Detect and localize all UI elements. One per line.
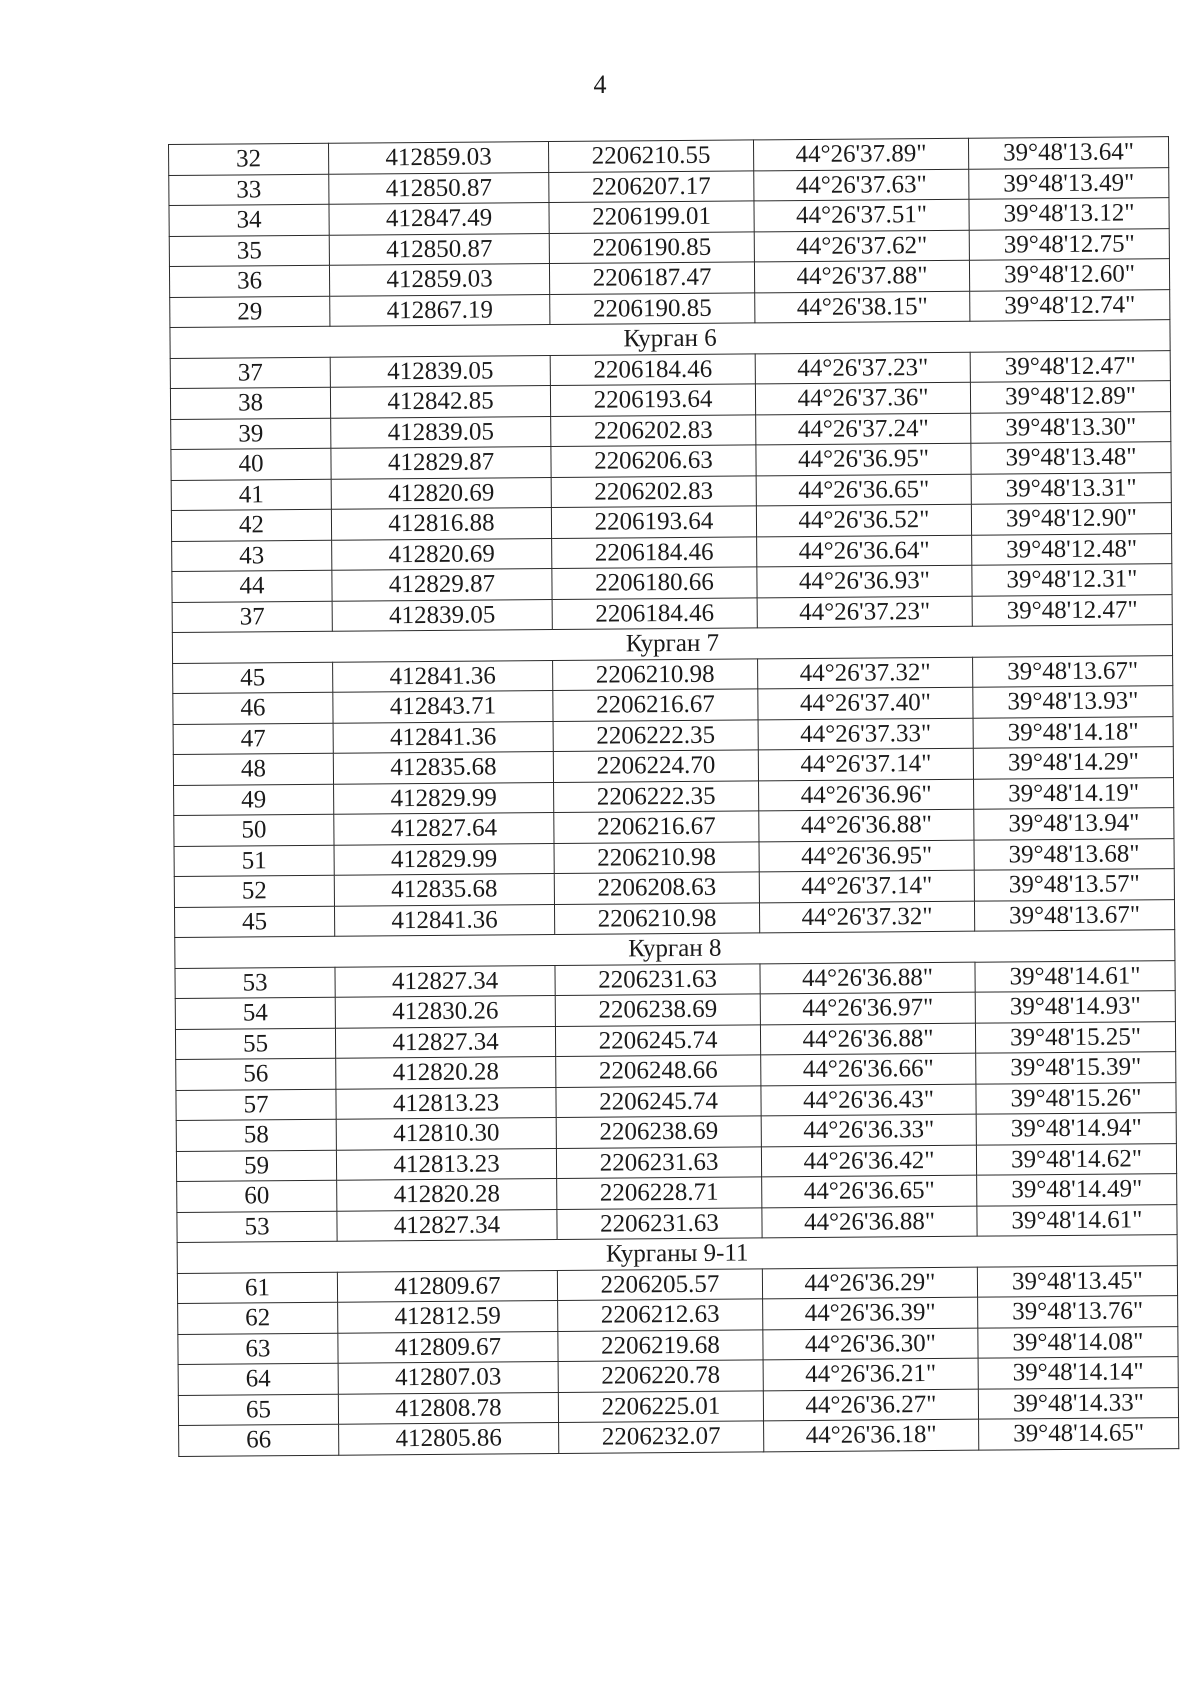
longitude-cell: 39°48'13.45" bbox=[977, 1265, 1177, 1297]
x-coordinate-cell: 412813.23 bbox=[336, 1087, 556, 1119]
point-number-cell: 64 bbox=[178, 1363, 338, 1395]
longitude-cell: 39°48'15.39" bbox=[976, 1052, 1176, 1084]
latitude-cell: 44°26'36.39" bbox=[763, 1297, 978, 1329]
point-number-cell: 38 bbox=[170, 387, 330, 419]
longitude-cell: 39°48'13.30" bbox=[971, 411, 1171, 443]
x-coordinate-cell: 412829.99 bbox=[334, 843, 554, 875]
x-coordinate-cell: 412850.87 bbox=[329, 233, 549, 265]
point-number-cell: 41 bbox=[171, 479, 331, 511]
point-number-cell: 62 bbox=[178, 1302, 338, 1334]
y-coordinate-cell: 2206245.74 bbox=[555, 1024, 760, 1056]
y-coordinate-cell: 2206231.63 bbox=[557, 1207, 762, 1239]
latitude-cell: 44°26'36.88" bbox=[760, 1023, 975, 1055]
latitude-cell: 44°26'37.62" bbox=[754, 230, 969, 262]
longitude-cell: 39°48'14.65" bbox=[979, 1418, 1179, 1450]
longitude-cell: 39°48'14.08" bbox=[978, 1326, 1178, 1358]
y-coordinate-cell: 2206222.35 bbox=[553, 719, 758, 751]
y-coordinate-cell: 2206202.83 bbox=[551, 475, 756, 507]
y-coordinate-cell: 2206206.63 bbox=[551, 445, 756, 477]
longitude-cell: 39°48'13.31" bbox=[971, 472, 1171, 504]
point-number-cell: 33 bbox=[169, 174, 329, 206]
x-coordinate-cell: 412841.36 bbox=[334, 904, 554, 936]
longitude-cell: 39°48'14.19" bbox=[974, 777, 1174, 809]
latitude-cell: 44°26'37.33" bbox=[758, 718, 973, 750]
x-coordinate-cell: 412808.78 bbox=[338, 1392, 558, 1424]
x-coordinate-cell: 412813.23 bbox=[336, 1148, 556, 1180]
y-coordinate-cell: 2206222.35 bbox=[554, 780, 759, 812]
point-number-cell: 54 bbox=[175, 997, 335, 1029]
y-coordinate-cell: 2206205.57 bbox=[557, 1268, 762, 1300]
point-number-cell: 44 bbox=[172, 570, 332, 602]
x-coordinate-cell: 412809.67 bbox=[338, 1331, 558, 1363]
point-number-cell: 40 bbox=[171, 448, 331, 480]
latitude-cell: 44°26'37.63" bbox=[754, 169, 969, 201]
longitude-cell: 39°48'13.67" bbox=[973, 655, 1173, 687]
longitude-cell: 39°48'14.61" bbox=[975, 960, 1175, 992]
x-coordinate-cell: 412820.28 bbox=[337, 1178, 557, 1210]
point-number-cell: 42 bbox=[171, 509, 331, 541]
latitude-cell: 44°26'36.95" bbox=[759, 840, 974, 872]
y-coordinate-cell: 2206202.83 bbox=[551, 414, 756, 446]
x-coordinate-cell: 412827.34 bbox=[335, 965, 555, 997]
point-number-cell: 55 bbox=[175, 1028, 335, 1060]
x-coordinate-cell: 412841.36 bbox=[333, 660, 553, 692]
point-number-cell: 52 bbox=[174, 875, 334, 907]
section-title: Курганы 9-11 bbox=[177, 1235, 1177, 1273]
page-number: 4 bbox=[593, 70, 607, 99]
y-coordinate-cell: 2206228.71 bbox=[557, 1177, 762, 1209]
x-coordinate-cell: 412841.36 bbox=[333, 721, 553, 753]
longitude-cell: 39°48'15.25" bbox=[975, 1021, 1175, 1053]
latitude-cell: 44°26'36.43" bbox=[761, 1084, 976, 1116]
point-number-cell: 37 bbox=[170, 357, 330, 389]
point-number-cell: 59 bbox=[176, 1150, 336, 1182]
longitude-cell: 39°48'12.90" bbox=[971, 503, 1171, 535]
longitude-cell: 39°48'12.74" bbox=[970, 289, 1170, 321]
y-coordinate-cell: 2206207.17 bbox=[549, 170, 754, 202]
point-number-cell: 63 bbox=[178, 1333, 338, 1365]
x-coordinate-cell: 412859.03 bbox=[329, 264, 549, 296]
latitude-cell: 44°26'36.88" bbox=[759, 809, 974, 841]
x-coordinate-cell: 412867.19 bbox=[330, 294, 550, 326]
latitude-cell: 44°26'37.14" bbox=[759, 870, 974, 902]
x-coordinate-cell: 412842.85 bbox=[330, 386, 550, 418]
x-coordinate-cell: 412839.05 bbox=[331, 416, 551, 448]
longitude-cell: 39°48'14.61" bbox=[977, 1204, 1177, 1236]
y-coordinate-cell: 2206219.68 bbox=[558, 1329, 763, 1361]
point-number-cell: 51 bbox=[174, 845, 334, 877]
x-coordinate-cell: 412843.71 bbox=[333, 690, 553, 722]
x-coordinate-cell: 412805.86 bbox=[339, 1422, 559, 1454]
x-coordinate-cell: 412847.49 bbox=[329, 203, 549, 235]
longitude-cell: 39°48'13.68" bbox=[974, 838, 1174, 870]
section-title: Курган 7 bbox=[172, 625, 1172, 663]
x-coordinate-cell: 412812.59 bbox=[338, 1300, 558, 1332]
y-coordinate-cell: 2206210.98 bbox=[554, 902, 759, 934]
latitude-cell: 44°26'36.64" bbox=[757, 535, 972, 567]
x-coordinate-cell: 412820.69 bbox=[332, 538, 552, 570]
y-coordinate-cell: 2206216.67 bbox=[554, 811, 759, 843]
x-coordinate-cell: 412835.68 bbox=[333, 751, 553, 783]
latitude-cell: 44°26'36.52" bbox=[756, 504, 971, 536]
latitude-cell: 44°26'37.88" bbox=[754, 260, 969, 292]
x-coordinate-cell: 412829.87 bbox=[331, 447, 551, 479]
point-number-cell: 61 bbox=[177, 1272, 337, 1304]
table-row bbox=[179, 1418, 1179, 1456]
x-coordinate-cell: 412835.68 bbox=[334, 873, 554, 905]
x-coordinate-cell: 412859.03 bbox=[328, 142, 548, 174]
latitude-cell: 44°26'36.96" bbox=[759, 779, 974, 811]
latitude-cell: 44°26'36.65" bbox=[762, 1175, 977, 1207]
y-coordinate-cell: 2206193.64 bbox=[551, 506, 756, 538]
point-number-cell: 50 bbox=[174, 814, 334, 846]
latitude-cell: 44°26'37.23" bbox=[757, 596, 972, 628]
latitude-cell: 44°26'37.32" bbox=[758, 657, 973, 689]
y-coordinate-cell: 2206208.63 bbox=[554, 872, 759, 904]
latitude-cell: 44°26'36.97" bbox=[760, 992, 975, 1024]
latitude-cell: 44°26'36.65" bbox=[756, 474, 971, 506]
latitude-cell: 44°26'37.36" bbox=[755, 382, 970, 414]
latitude-cell: 44°26'36.93" bbox=[757, 565, 972, 597]
longitude-cell: 39°48'12.48" bbox=[972, 533, 1172, 565]
longitude-cell: 39°48'14.18" bbox=[973, 716, 1173, 748]
point-number-cell: 45 bbox=[173, 662, 333, 694]
longitude-cell: 39°48'13.93" bbox=[973, 686, 1173, 718]
x-coordinate-cell: 412839.05 bbox=[332, 599, 552, 631]
y-coordinate-cell: 2206232.07 bbox=[559, 1421, 764, 1453]
point-number-cell: 29 bbox=[170, 296, 330, 328]
point-number-cell: 34 bbox=[169, 204, 329, 236]
longitude-cell: 39°48'15.26" bbox=[976, 1082, 1176, 1114]
y-coordinate-cell: 2206190.85 bbox=[550, 292, 755, 324]
longitude-cell: 39°48'12.60" bbox=[969, 259, 1169, 291]
y-coordinate-cell: 2206210.98 bbox=[554, 841, 759, 873]
y-coordinate-cell: 2206220.78 bbox=[558, 1360, 763, 1392]
latitude-cell: 44°26'37.24" bbox=[756, 413, 971, 445]
y-coordinate-cell: 2206216.67 bbox=[553, 689, 758, 721]
latitude-cell: 44°26'36.33" bbox=[761, 1114, 976, 1146]
point-number-cell: 48 bbox=[173, 753, 333, 785]
y-coordinate-cell: 2206184.46 bbox=[552, 597, 757, 629]
longitude-cell: 39°48'13.94" bbox=[974, 808, 1174, 840]
x-coordinate-cell: 412839.05 bbox=[330, 355, 550, 387]
point-number-cell: 65 bbox=[178, 1394, 338, 1426]
longitude-cell: 39°48'14.93" bbox=[975, 991, 1175, 1023]
y-coordinate-cell: 2206225.01 bbox=[558, 1390, 763, 1422]
point-number-cell: 39 bbox=[171, 418, 331, 450]
y-coordinate-cell: 2206245.74 bbox=[556, 1085, 761, 1117]
y-coordinate-cell: 2206180.66 bbox=[552, 567, 757, 599]
x-coordinate-cell: 412816.88 bbox=[331, 508, 551, 540]
point-number-cell: 32 bbox=[169, 143, 329, 175]
point-number-cell: 56 bbox=[176, 1058, 336, 1090]
x-coordinate-cell: 412850.87 bbox=[329, 172, 549, 204]
y-coordinate-cell: 2206199.01 bbox=[549, 201, 754, 233]
longitude-cell: 39°48'14.94" bbox=[976, 1113, 1176, 1145]
point-number-cell: 43 bbox=[172, 540, 332, 572]
x-coordinate-cell: 412809.67 bbox=[337, 1270, 557, 1302]
longitude-cell: 39°48'13.67" bbox=[974, 899, 1174, 931]
point-number-cell: 66 bbox=[179, 1424, 339, 1456]
latitude-cell: 44°26'36.42" bbox=[761, 1145, 976, 1177]
longitude-cell: 39°48'14.29" bbox=[973, 747, 1173, 779]
latitude-cell: 44°26'37.51" bbox=[754, 199, 969, 231]
x-coordinate-cell: 412829.87 bbox=[332, 568, 552, 600]
longitude-cell: 39°48'13.57" bbox=[974, 869, 1174, 901]
y-coordinate-cell: 2206210.55 bbox=[548, 140, 753, 172]
latitude-cell: 44°26'38.15" bbox=[755, 291, 970, 323]
latitude-cell: 44°26'37.23" bbox=[755, 352, 970, 384]
longitude-cell: 39°48'14.49" bbox=[977, 1174, 1177, 1206]
y-coordinate-cell: 2206190.85 bbox=[549, 231, 754, 263]
longitude-cell: 39°48'13.64" bbox=[968, 137, 1168, 169]
longitude-cell: 39°48'14.14" bbox=[978, 1357, 1178, 1389]
latitude-cell: 44°26'36.66" bbox=[761, 1053, 976, 1085]
x-coordinate-cell: 412830.26 bbox=[335, 995, 555, 1027]
latitude-cell: 44°26'36.88" bbox=[760, 962, 975, 994]
point-number-cell: 35 bbox=[169, 235, 329, 267]
y-coordinate-cell: 2206187.47 bbox=[549, 262, 754, 294]
y-coordinate-cell: 2206248.66 bbox=[556, 1055, 761, 1087]
point-number-cell: 47 bbox=[173, 723, 333, 755]
x-coordinate-cell: 412820.28 bbox=[336, 1056, 556, 1088]
latitude-cell: 44°26'36.30" bbox=[763, 1328, 978, 1360]
point-number-cell: 60 bbox=[177, 1180, 337, 1212]
x-coordinate-cell: 412810.30 bbox=[336, 1117, 556, 1149]
section-title: Курган 8 bbox=[175, 930, 1175, 968]
coordinates-table bbox=[168, 136, 1179, 1456]
x-coordinate-cell: 412827.64 bbox=[334, 812, 554, 844]
longitude-cell: 39°48'12.89" bbox=[970, 381, 1170, 413]
y-coordinate-cell: 2206184.46 bbox=[552, 536, 757, 568]
longitude-cell: 39°48'13.12" bbox=[969, 198, 1169, 230]
x-coordinate-cell: 412827.34 bbox=[335, 1026, 555, 1058]
point-number-cell: 53 bbox=[177, 1211, 337, 1243]
longitude-cell: 39°48'12.47" bbox=[970, 350, 1170, 382]
y-coordinate-cell: 2206212.63 bbox=[558, 1299, 763, 1331]
x-coordinate-cell: 412827.34 bbox=[337, 1209, 557, 1241]
latitude-cell: 44°26'36.27" bbox=[763, 1389, 978, 1421]
point-number-cell: 46 bbox=[173, 692, 333, 724]
y-coordinate-cell: 2206231.63 bbox=[556, 1146, 761, 1178]
coordinates-table-body bbox=[169, 137, 1179, 1456]
latitude-cell: 44°26'37.14" bbox=[758, 748, 973, 780]
latitude-cell: 44°26'36.21" bbox=[763, 1358, 978, 1390]
longitude-cell: 39°48'14.62" bbox=[976, 1143, 1176, 1175]
latitude-cell: 44°26'36.88" bbox=[762, 1206, 977, 1238]
y-coordinate-cell: 2206193.64 bbox=[550, 384, 755, 416]
y-coordinate-cell: 2206231.63 bbox=[555, 963, 760, 995]
longitude-cell: 39°48'13.76" bbox=[978, 1296, 1178, 1328]
y-coordinate-cell: 2206238.69 bbox=[556, 1116, 761, 1148]
longitude-cell: 39°48'12.75" bbox=[969, 228, 1169, 260]
longitude-cell: 39°48'12.47" bbox=[972, 594, 1172, 626]
latitude-cell: 44°26'36.95" bbox=[756, 443, 971, 475]
point-number-cell: 57 bbox=[176, 1089, 336, 1121]
longitude-cell: 39°48'13.48" bbox=[971, 442, 1171, 474]
latitude-cell: 44°26'37.89" bbox=[753, 138, 968, 170]
y-coordinate-cell: 2206238.69 bbox=[555, 994, 760, 1026]
latitude-cell: 44°26'36.18" bbox=[764, 1419, 979, 1451]
x-coordinate-cell: 412820.69 bbox=[331, 477, 551, 509]
longitude-cell: 39°48'14.33" bbox=[978, 1387, 1178, 1419]
latitude-cell: 44°26'36.29" bbox=[762, 1267, 977, 1299]
latitude-cell: 44°26'37.40" bbox=[758, 687, 973, 719]
point-number-cell: 58 bbox=[176, 1119, 336, 1151]
point-number-cell: 36 bbox=[169, 265, 329, 297]
longitude-cell: 39°48'13.49" bbox=[969, 167, 1169, 199]
latitude-cell: 44°26'37.32" bbox=[759, 901, 974, 933]
x-coordinate-cell: 412829.99 bbox=[334, 782, 554, 814]
y-coordinate-cell: 2206184.46 bbox=[550, 353, 755, 385]
longitude-cell: 39°48'12.31" bbox=[972, 564, 1172, 596]
point-number-cell: 37 bbox=[172, 601, 332, 633]
y-coordinate-cell: 2206224.70 bbox=[553, 750, 758, 782]
point-number-cell: 53 bbox=[175, 967, 335, 999]
y-coordinate-cell: 2206210.98 bbox=[553, 658, 758, 690]
point-number-cell: 45 bbox=[174, 906, 334, 938]
section-title: Курган 6 bbox=[170, 320, 1170, 358]
x-coordinate-cell: 412807.03 bbox=[338, 1361, 558, 1393]
point-number-cell: 49 bbox=[174, 784, 334, 816]
